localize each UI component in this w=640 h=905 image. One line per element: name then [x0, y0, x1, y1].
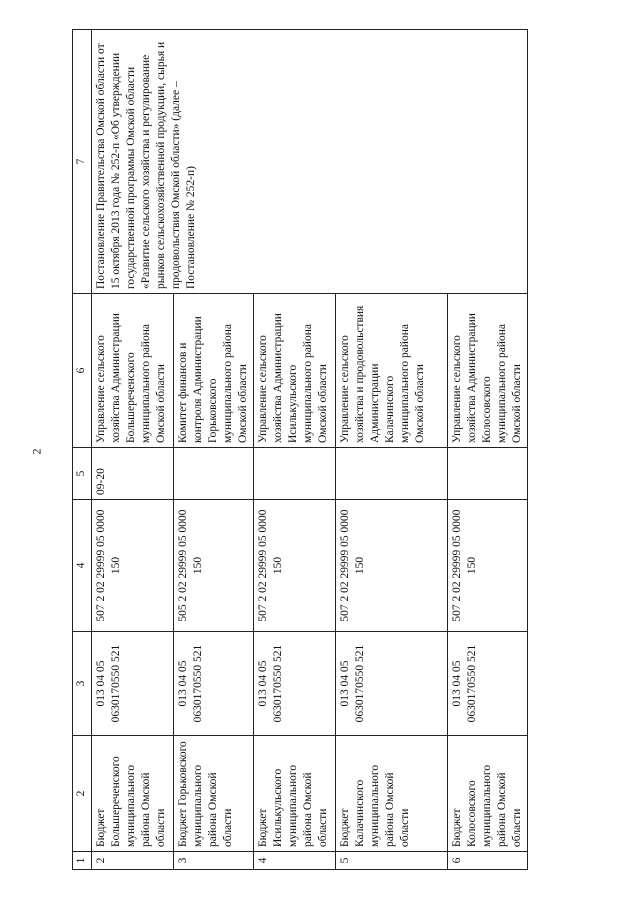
organization-cell: Управление сельского хозяйства Администрации Исилькульского муниципального района Омской области — [254, 294, 336, 448]
budget-cell: Бюджет Колосовского муниципального района Омской области — [448, 736, 528, 852]
row-number: 6 — [448, 852, 528, 870]
budget-cell: Бюджет Калачинского муниципального района Омской области — [336, 736, 448, 852]
code3-cell: 013 04 05 0630170550 521 — [254, 632, 336, 736]
col5-cell — [448, 448, 528, 500]
rotated-table-container — [72, 30, 523, 870]
budget-cell: Бюджет Исилькульского муниципального района Омской области — [254, 736, 336, 852]
col5-cell: 09-20 — [92, 448, 174, 500]
header-col-6: 6 — [73, 294, 92, 448]
header-col-4: 4 — [73, 500, 92, 632]
code3-cell: 013 04 05 0630170550 521 — [174, 632, 254, 736]
organization-cell: Управление сельского хозяйства Администрации Колосовского муниципального района Омской области — [448, 294, 528, 448]
organization-cell: Комитет финансов и контроля Администрации Горьковского муниципального района Омской области — [174, 294, 254, 448]
funding-table — [72, 29, 528, 870]
budget-cell: Бюджет Большереченского муниципального района Омской области — [92, 736, 174, 852]
regulation-cell: Постановление Правительства Омской области от 15 октября 2013 года № 252-п «Об утверждении государственной программы Омской области «Развитие сельского хозяйства и регулирование рынков сельскохозяйственной продукции, сырья и продовольствия Омской области» (далее – Постановление № 252-п) — [92, 30, 528, 294]
code4-cell: 507 2 02 29999 05 0000 150 — [336, 500, 448, 632]
table-header-row — [73, 30, 92, 870]
header-col-2: 2 — [73, 736, 92, 852]
code4-cell: 507 2 02 29999 05 0000 150 — [448, 500, 528, 632]
header-col-5: 5 — [73, 448, 92, 500]
code3-cell: 013 04 05 0630170550 521 — [336, 632, 448, 736]
code4-cell: 507 2 02 29999 05 0000 150 — [254, 500, 336, 632]
code4-cell: 505 2 02 29999 05 0000 150 — [174, 500, 254, 632]
code3-cell: 013 04 05 0630170550 521 — [448, 632, 528, 736]
budget-cell: Бюджет Горьковского муниципального района Омской области — [174, 736, 254, 852]
row-number: 4 — [254, 852, 336, 870]
row-number: 5 — [336, 852, 448, 870]
code4-cell: 507 2 02 29999 05 0000 150 — [92, 500, 174, 632]
code3-cell: 013 04 05 0630170550 521 — [92, 632, 174, 736]
page-number: 2 — [29, 448, 44, 455]
organization-cell: Управление сельского хозяйства Администрации Большереченского муниципального района Омской области — [92, 294, 174, 448]
header-col-3: 3 — [73, 632, 92, 736]
header-col-7: 7 — [73, 30, 92, 294]
row-number: 3 — [174, 852, 254, 870]
table-row — [92, 30, 174, 870]
organization-cell: Управление сельского хозяйства и продовольствия Администрации Калачинского муниципального района Омской области — [336, 294, 448, 448]
document-table-region — [72, 30, 523, 870]
col5-cell — [254, 448, 336, 500]
col5-cell — [174, 448, 254, 500]
header-col-1: 1 — [73, 852, 92, 870]
row-number: 2 — [92, 852, 174, 870]
col5-cell — [336, 448, 448, 500]
